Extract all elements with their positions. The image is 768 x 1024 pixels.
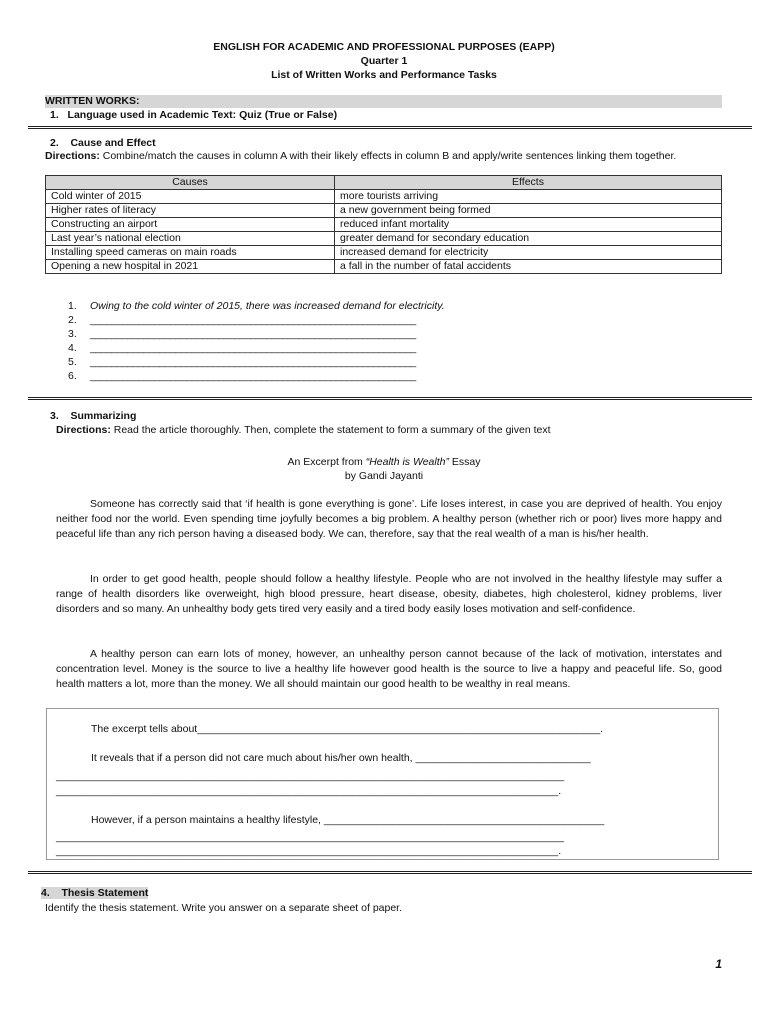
answer-blank[interactable]: _____________________________________________________________ bbox=[90, 314, 416, 326]
answer-blank[interactable]: _____________________________________________________________ bbox=[90, 356, 416, 368]
table-row bbox=[46, 204, 722, 218]
example-sentence: Owing to the cold winter of 2015, there was increased demand for electricity. bbox=[90, 300, 445, 312]
summary-line-4[interactable]: ______________________________________________________________________________________. bbox=[56, 785, 562, 797]
item4-title: Thesis Statement bbox=[61, 887, 149, 899]
divider-1 bbox=[28, 126, 752, 129]
paragraph-text: Someone has correctly said that ‘if health is gone everything is gone’. Life loses interest, in case you are deprived of health. You enjoy neither food nor the world. Even spending time joyfully becomes a big problem. A healthy person (whether rich or poor) lives more happy and peaceful life than any rich person having a diseased body. We can, therefore, say that the real wealth of a man is his/her health. bbox=[56, 498, 722, 540]
header-list-title: List of Written Works and Performance Tasks bbox=[271, 69, 497, 81]
effect-cell: a new government being formed bbox=[335, 204, 722, 218]
table-row bbox=[46, 232, 722, 246]
table-row bbox=[46, 246, 722, 260]
list-item[interactable] bbox=[60, 313, 445, 327]
item3-title: Summarizing bbox=[70, 410, 137, 422]
answer-blank[interactable]: _____________________________________________________________ bbox=[90, 328, 416, 340]
table-header-row bbox=[46, 176, 722, 190]
essay-paragraph-1 bbox=[56, 497, 722, 542]
item4-number: 4. bbox=[41, 887, 50, 899]
summary-box bbox=[46, 708, 719, 860]
item3-heading bbox=[50, 410, 136, 423]
item3-directions-label: Directions: bbox=[56, 424, 111, 436]
list-item-number: 3. bbox=[68, 328, 77, 340]
item3-directions bbox=[56, 424, 551, 437]
written-works-label: WRITTEN WORKS: bbox=[45, 95, 140, 107]
page-number: 1 bbox=[715, 957, 722, 971]
item1-heading bbox=[50, 109, 337, 122]
document-header bbox=[0, 40, 768, 82]
column-header-causes: Causes bbox=[46, 176, 335, 190]
essay-paragraph-2 bbox=[56, 572, 722, 617]
paragraph-text: A healthy person can earn lots of money, however, an unhealthy person cannot because of the lack of motivation, interstates and concentration level. Money is the source to live a healthy life however good health is the source to live a happy and peaceful life. So, good health matters a lot, more than the money. We all should maintain our good health to be wealthy in real means. bbox=[56, 648, 722, 690]
summary-line-1[interactable]: The excerpt tells about_____________________________________________________________________. bbox=[91, 723, 604, 735]
cause-cell: Last year’s national election bbox=[46, 232, 335, 246]
item3-number: 3. bbox=[50, 410, 59, 422]
cause-cell: Higher rates of literacy bbox=[46, 204, 335, 218]
item2-directions-label: Directions: bbox=[45, 150, 100, 162]
list-item-number: 6. bbox=[68, 370, 77, 382]
item2-directions-text: Combine/match the causes in column A with their likely effects in column B and apply/write sentences linking them together. bbox=[99, 150, 677, 162]
essay-title: “Health is Wealth” bbox=[365, 456, 449, 468]
item2-number: 2. bbox=[50, 137, 59, 149]
excerpt-byline: by Gandi Jayanti bbox=[344, 470, 424, 482]
effect-cell: greater demand for secondary education bbox=[335, 232, 722, 246]
table-row bbox=[46, 260, 722, 274]
divider-3 bbox=[28, 871, 752, 874]
cause-cell: Installing speed cameras on main roads bbox=[46, 246, 335, 260]
item2-title: Cause and Effect bbox=[70, 137, 156, 149]
column-header-effects: Effects bbox=[335, 176, 722, 190]
table-row bbox=[46, 218, 722, 232]
effect-cell: more tourists arriving bbox=[335, 190, 722, 204]
list-item[interactable] bbox=[60, 341, 445, 355]
list-item[interactable] bbox=[60, 355, 445, 369]
list-item-number: 5. bbox=[68, 356, 77, 368]
paragraph-text: In order to get good health, people should follow a healthy lifestyle. People who are not involved in the healthy lifestyle may suffer a range of health disorders like overweight, high blood pressure, heart disease, obesity, diabetes, high cholesterol, kidney problems, liver disorders and so many. An unhealthy body gets tired very easily and a tired body easily loses motivation and self-confidence. bbox=[56, 573, 722, 615]
excerpt-prefix: An Excerpt from bbox=[287, 456, 366, 468]
summary-line-2[interactable]: It reveals that if a person did not care much about his/her own health, ______________________________ bbox=[91, 752, 591, 764]
divider-2 bbox=[28, 397, 752, 400]
table-row bbox=[46, 190, 722, 204]
summary-line-5[interactable]: However, if a person maintains a healthy lifestyle, ________________________________________________ bbox=[91, 814, 605, 826]
cause-effect-table bbox=[45, 175, 722, 274]
list-item-number: 2. bbox=[68, 314, 77, 326]
summary-line-3[interactable]: _______________________________________________________________________________________ bbox=[56, 770, 565, 782]
header-quarter: Quarter 1 bbox=[360, 55, 408, 67]
list-item[interactable] bbox=[60, 327, 445, 341]
item1-number: 1. bbox=[50, 109, 59, 121]
item4-heading bbox=[41, 887, 148, 900]
item2-directions bbox=[45, 150, 676, 163]
answer-blank[interactable]: _____________________________________________________________ bbox=[90, 370, 416, 382]
summary-line-7[interactable]: ______________________________________________________________________________________. bbox=[56, 845, 562, 857]
effect-cell: reduced infant mortality bbox=[335, 218, 722, 232]
effect-cell: increased demand for electricity bbox=[335, 246, 722, 260]
item4-instructions: Identify the thesis statement. Write you answer on a separate sheet of paper. bbox=[45, 902, 403, 914]
cause-cell: Opening a new hospital in 2021 bbox=[46, 260, 335, 274]
summary-line-6[interactable]: _______________________________________________________________________________________ bbox=[56, 831, 565, 843]
header-course-title: ENGLISH FOR ACADEMIC AND PROFESSIONAL PURPOSES (EAPP) bbox=[213, 41, 555, 53]
answer-blank[interactable]: _____________________________________________________________ bbox=[90, 342, 416, 354]
excerpt-title bbox=[0, 455, 768, 469]
written-works-bar bbox=[45, 95, 722, 108]
list-item[interactable] bbox=[60, 369, 445, 383]
item3-directions-text: Read the article thoroughly. Then, complete the statement to form a summary of the given text bbox=[110, 424, 551, 436]
sentence-list bbox=[60, 299, 445, 383]
effect-cell: a fall in the number of fatal accidents bbox=[335, 260, 722, 274]
list-item bbox=[60, 299, 445, 313]
excerpt-suffix: Essay bbox=[448, 456, 481, 468]
excerpt-title-block bbox=[0, 455, 768, 483]
item1-title: Language used in Academic Text: Quiz (True or False) bbox=[67, 109, 338, 121]
cause-cell: Constructing an airport bbox=[46, 218, 335, 232]
cause-cell: Cold winter of 2015 bbox=[46, 190, 335, 204]
essay-paragraph-3 bbox=[56, 647, 722, 692]
item2-heading bbox=[50, 137, 156, 150]
list-item-number: 4. bbox=[68, 342, 77, 354]
list-item-number: 1. bbox=[68, 300, 77, 312]
